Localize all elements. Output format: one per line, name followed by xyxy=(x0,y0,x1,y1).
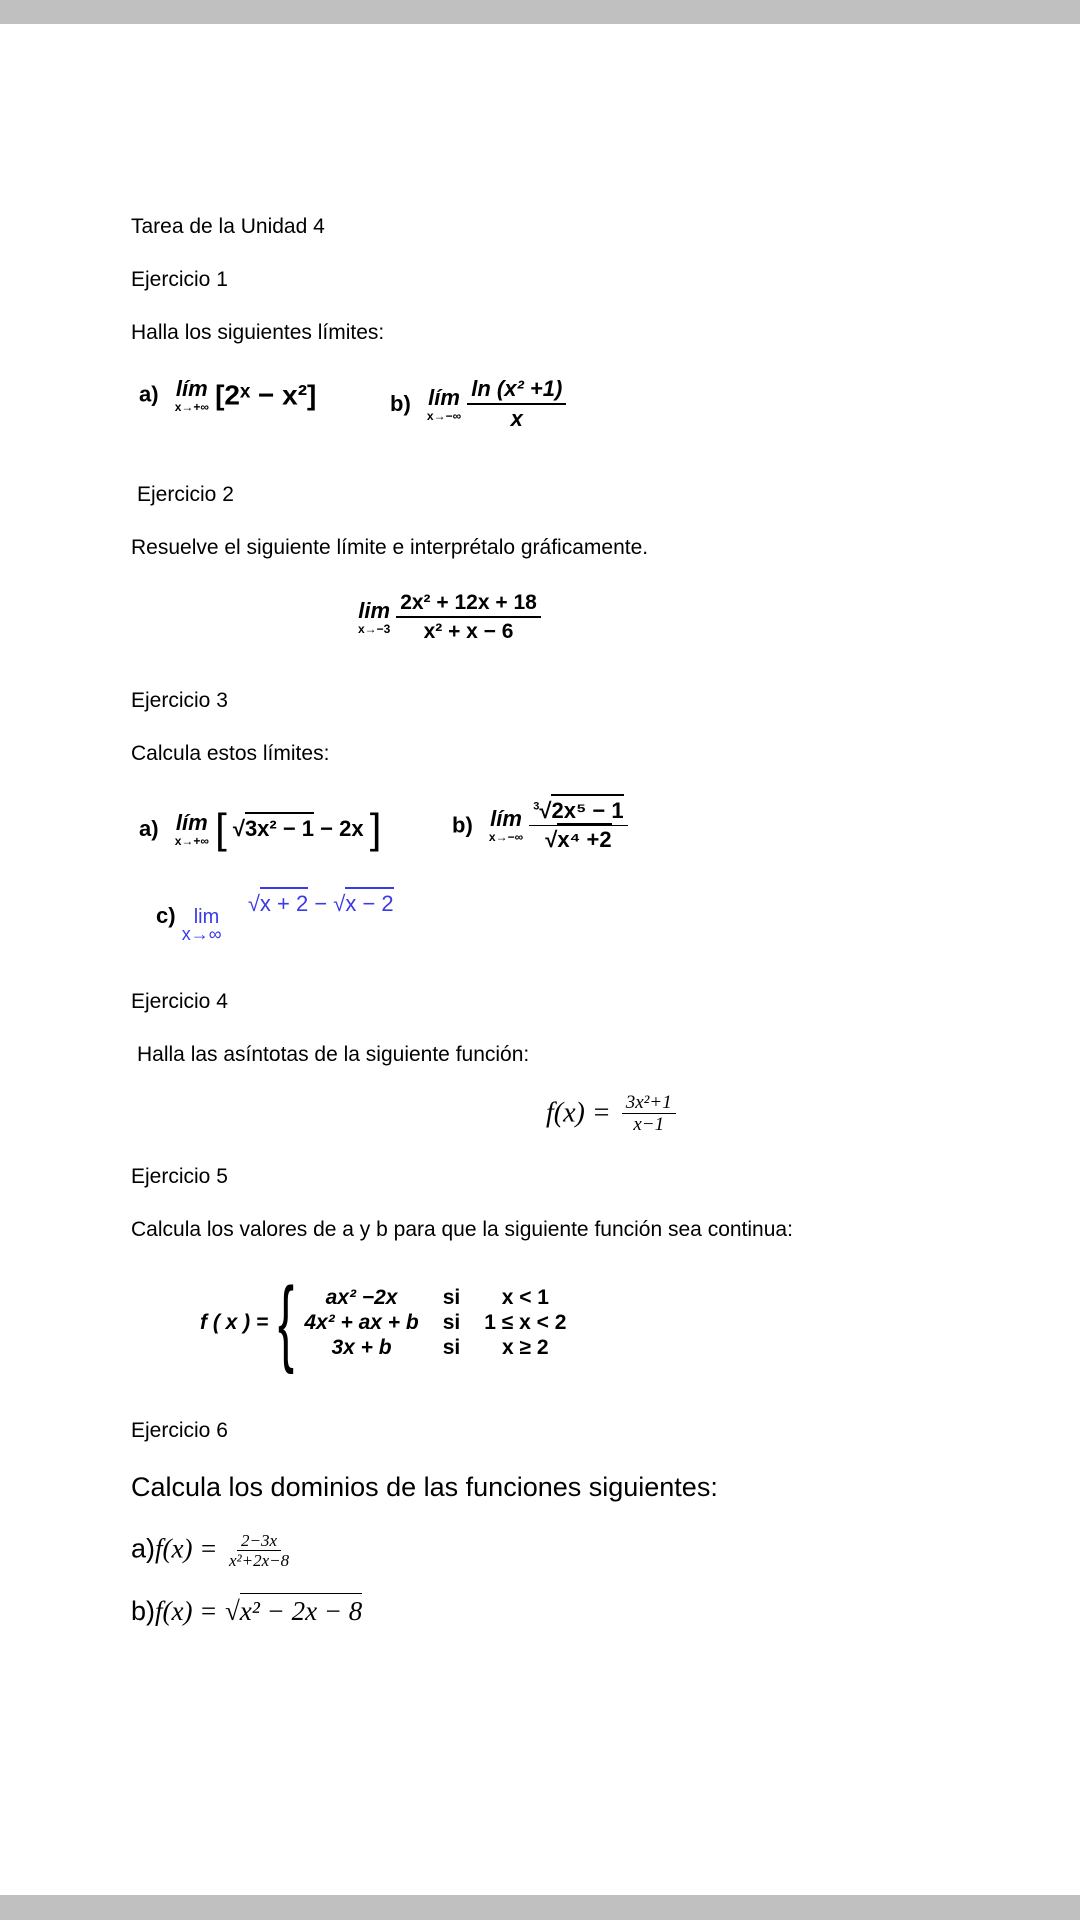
exercise-3c-formula: c) lim x→∞ √x + 2 − √x − 2 xyxy=(156,893,394,915)
exercise-5-piecewise: f ( x ) = { ax² −2x si x < 1 4x² + ax + b si 1 ≤ x < 2 3x + b si x ≥ 2 xyxy=(200,1268,567,1375)
exercise-3-prompt: Calcula estos límites: xyxy=(131,742,330,765)
exercise-3a-formula: a) lím x→+∞ [ √3x² − 1 − 2x ] xyxy=(139,805,382,852)
exercise-1-heading: Ejercicio 1 xyxy=(131,268,228,291)
exercise-1a-formula: a) lím x→+∞ [2ˣ − x²] xyxy=(139,376,317,414)
exercise-1b-formula: b) lím x→−∞ $\frac{\text{ln (x² +1)}}{x}$ xyxy=(390,378,566,430)
exercise-2-prompt: Resuelve el siguiente límite e interprétalo gráficamente. xyxy=(131,536,649,559)
exercise-3b-formula: b) lím x→−∞ $\frac{^3√2x^5 - 1}{\text{√x⁴ +2}}$ xyxy=(452,800,628,851)
document-title: Tarea de la Unidad 4 xyxy=(131,215,325,238)
exercise-6a-formula: a)f(x) = $\frac{2-3x}{\text{x²+2x−8}}$ xyxy=(131,1531,290,1570)
exercise-4-formula: f(x) = $\frac{\text{3x²+1}}{x-1}$ xyxy=(546,1093,676,1134)
exercise-5-heading: Ejercicio 5 xyxy=(131,1165,228,1188)
exercise-3-heading: Ejercicio 3 xyxy=(131,689,228,712)
exercise-1-prompt: Halla los siguientes límites: xyxy=(131,321,385,344)
exercise-2-formula: lim x→−3 $\frac{\text{2x² + 12x + 18}}{\text{x² + x − 6}}$ xyxy=(358,592,541,642)
bottom-frame-bar xyxy=(0,1895,1080,1920)
exercise-2-heading: Ejercicio 2 xyxy=(137,483,234,506)
exercise-4-prompt: Halla las asíntotas de la siguiente función: xyxy=(137,1043,530,1066)
exercise-6-heading: Ejercicio 6 xyxy=(131,1419,228,1442)
exercise-6b-formula: b)f(x) = √x² − 2x − 8 xyxy=(131,1598,362,1625)
top-frame-bar xyxy=(0,0,1080,24)
exercise-6-prompt: Calcula los dominios de las funciones siguientes: xyxy=(131,1472,718,1502)
exercise-4-heading: Ejercicio 4 xyxy=(131,990,228,1013)
exercise-5-prompt: Calcula los valores de a y b para que la siguiente función sea continua: xyxy=(131,1218,793,1241)
